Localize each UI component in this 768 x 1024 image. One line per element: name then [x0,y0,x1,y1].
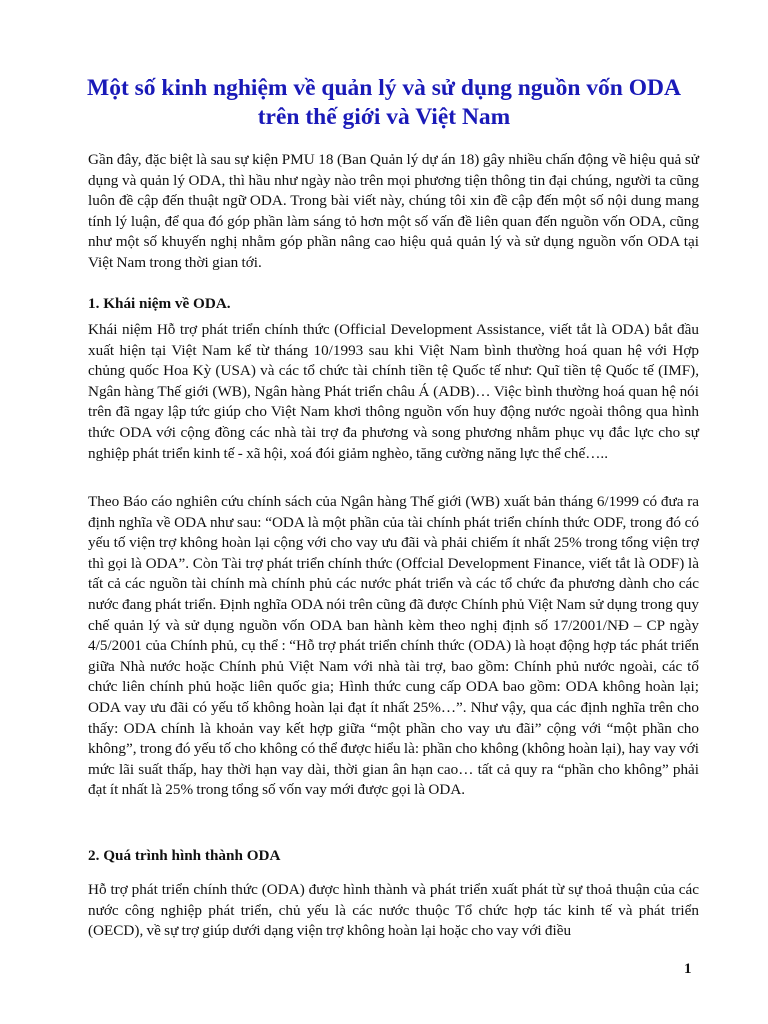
section-1-heading: 1. Khái niệm về ODA. [88,295,231,312]
section-2-paragraph-1: Hỗ trợ phát triển chính thức (ODA) được hình thành và phát triển xuất phát từ sự thoả thuận của các nước công nghiệp phát triển, chủ yếu là các nước thuộc Tổ chức hợp tác kinh tế và phát triển (OECD), về sự trợ giúp dưới dạng viện trợ không hoàn lại hoặc cho vay với điều [88,881,699,940]
intro-paragraph: Gần đây, đặc biệt là sau sự kiện PMU 18 (Ban Quản lý dự án 18) gây nhiều chấn động về hiệu quả sử dụng và quản lý ODA, thì hầu như ngày nào trên mọi phương tiện thông tin đại chúng, người ta cũng luôn đề cập đến thuật ngữ ODA. Trong bài viết này, chúng tôi xin đề cập đến một số nội dung mang tính lý luận, để qua đó góp phần làm sáng tỏ hơn một số vấn đề liên quan đến nguồn vốn ODA, cũng như một số khuyến nghị nhằm góp phần nâng cao hiệu quả quản lý và sử dụng nguồn vốn ODA tại Việt Nam trong thời gian tới. [88,151,699,271]
section-1-paragraph-2: Theo Báo cáo nghiên cứu chính sách của Ngân hàng Thế giới (WB) xuất bản tháng 6/1999 có đưa ra định nghĩa về ODA như sau: “ODA là một phần của tài chính phát triển chính thức ODF, trong đó có yếu tố viện trợ không hoàn lại cộng với cho vay ưu đãi và phải chiếm ít nhất 25% trong tổng viện trợ thì gọi là ODA”. Còn Tài trợ phát triển chính thức (Offcial Development Finance, viết tắt là ODF) là tất cả các nguồn tài chính mà chính phủ các nước phát triển và các tổ chức đa phương dành cho các nước đang phát triển. Định nghĩa ODA nói trên cũng đã được Chính phủ Việt Nam sử dụng trong quy chế quản lý và sử dụng nguồn vốn ODA ban hành kèm theo nghị định số 17/2001/NĐ – CP ngày 4/5/2001 của Chính phủ, cụ thể : “Hỗ trợ phát triển chính thức (ODA) là hoạt động hợp tác phát triển giữa Nhà nước hoặc Chính phủ Việt Nam với nhà tài trợ, bao gồm: Chính phủ nước ngoài, các tổ chức liên chính phủ hoặc liên quốc gia; Hình thức cung cấp ODA bao gồm: ODA không hoàn lại; ODA vay ưu đãi có yếu tố không hoàn lại đạt ít nhất 25%…”. Như vậy, qua các định nghĩa trên cho thấy: ODA chính là khoản vay kết hợp giữa “một phần cho vay ưu đãi” cộng với “một phần cho không”, trong đó yếu tố cho không có thể được hiểu là: phần cho không (không hoàn lại), hay vay với mức lãi suất thấp, hay thời hạn vay dài, thời gian ân hạn cao… tất cả quy ra “phần cho không” phải đạt ít nhất là 25% trong tổng số vốn vay mới được gọi là ODA. [88,493,699,799]
document-title: Một số kinh nghiệm về quản lý và sử dụng nguồn vốn ODA trên thế giới và Việt Nam [87,75,681,130]
section-2-heading: 2. Quá trình hình thành ODA [88,847,281,864]
page-number: 1 [684,961,692,977]
section-1-paragraph-1: Khái niệm Hỗ trợ phát triển chính thức (Official Development Assistance, viết tắt là ODA) bắt đầu xuất hiện tại Việt Nam kể từ tháng 10/1993 sau khi Việt Nam bình thường hoá quan hệ với Hợp chủng quốc Hoa Kỳ (USA) và các tổ chức tài chính tiền tệ Quốc tế như: Quĩ tiền tệ Quốc tế (IMF), Ngân hàng Thế giới (WB), Ngân hàng Phát triển châu Á (ADB)… Việc bình thường hoá quan hệ nói trên đã ngay lập tức giúp cho Việt Nam khơi thông nguồn vốn huy động nước ngoài thông qua hình thức ODA với cộng đồng các nhà tài trợ đa phương và song phương nhằm phục vụ đắc lực cho sự nghiệp phát triển kinh tế - xã hội, xoá đói giảm nghèo, tăng cường năng lực thể chế….. [88,321,699,462]
